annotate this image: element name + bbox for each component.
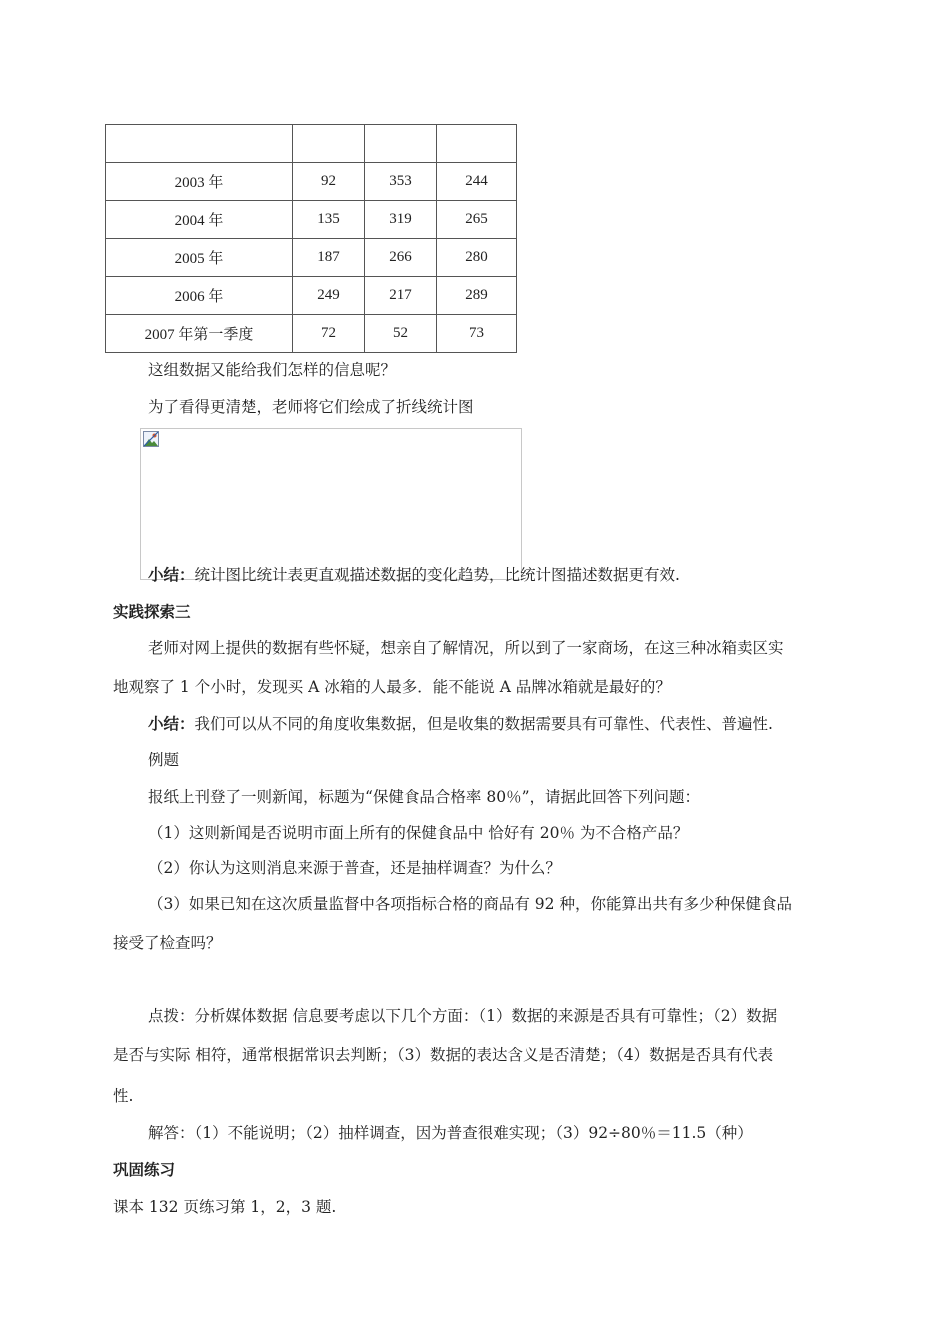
table-cell: 289 xyxy=(437,277,517,315)
example-question-2: （2）你认为这则消息来源于普查，还是抽样调查？为什么？ xyxy=(148,859,561,877)
broken-image-icon xyxy=(143,431,159,447)
table-row xyxy=(106,239,517,277)
practice-line: 课本 132 页练习第 1，2，3 题. xyxy=(113,1198,337,1216)
table-cell xyxy=(293,125,365,163)
table-cell xyxy=(365,125,437,163)
table-row xyxy=(106,201,517,239)
table-header-row xyxy=(106,125,517,163)
table-cell: 244 xyxy=(437,163,517,201)
table-row xyxy=(106,315,517,353)
chart-intro-text: 为了看得更清楚，老师将它们绘成了折线统计图 xyxy=(148,398,474,416)
summary-2-text: 我们可以从不同的角度收集数据，但是收集的数据需要具有可靠性、代表性、普遍性. xyxy=(194,715,773,733)
hint-line: 是否与实际 相符，通常根据常识去判断；（3）数据的表达含义是否清楚；（4）数据是否具有代表 xyxy=(113,1046,774,1064)
table-row xyxy=(106,163,517,201)
hint-line: 性. xyxy=(113,1087,134,1105)
example-question-1: （1）这则新闻是否说明市面上所有的保健食品中 恰好有 20％ 为不合格产品？ xyxy=(148,824,689,842)
table-cell: 217 xyxy=(365,277,437,315)
question-text: 这组数据又能给我们怎样的信息呢？ xyxy=(148,361,397,379)
table-cell: 52 xyxy=(365,315,437,353)
table-cell: 135 xyxy=(293,201,365,239)
summary-1 xyxy=(148,563,680,585)
table-cell: 2004 年 xyxy=(106,201,293,239)
summary-2-label: 小结： xyxy=(148,714,195,733)
table-cell: 2007 年第一季度 xyxy=(106,315,293,353)
table-cell: 92 xyxy=(293,163,365,201)
hint-line: 点拨：分析媒体数据 信息要考虑以下几个方面：（1）数据的来源是否具有可靠性；（2）数据 xyxy=(148,1007,778,1025)
line-chart-image-placeholder xyxy=(140,428,522,580)
table-cell: 2005 年 xyxy=(106,239,293,277)
table-cell: 72 xyxy=(293,315,365,353)
answer-line: 解答：（1）不能说明；（2）抽样调查，因为普查很难实现；（3）92÷80％＝11.5（种） xyxy=(148,1124,753,1142)
table-cell xyxy=(437,125,517,163)
data-table xyxy=(105,124,517,353)
table-cell: 266 xyxy=(365,239,437,277)
summary-2 xyxy=(148,712,773,734)
summary-1-text: 统计图比统计表更直观描述数据的变化趋势，比统计图描述数据更有效. xyxy=(194,566,680,584)
section-heading-3: 实践探索三 xyxy=(113,602,191,621)
table-cell: 73 xyxy=(437,315,517,353)
table-cell: 265 xyxy=(437,201,517,239)
example-question-3: （3）如果已知在这次质量监督中各项指标合格的商品有 92 种，你能算出共有多少种保健食品 xyxy=(148,895,792,913)
example-heading: 例题 xyxy=(148,751,180,769)
table-cell: 319 xyxy=(365,201,437,239)
table-cell: 2006 年 xyxy=(106,277,293,315)
summary-1-label: 小结： xyxy=(148,565,195,584)
example-question-3-cont: 接受了检查吗？ xyxy=(113,934,222,952)
section-heading-practice: 巩固练习 xyxy=(113,1160,176,1179)
table-cell: 2003 年 xyxy=(106,163,293,201)
paragraph-line: 地观察了 1 个小时，发现买 A 冰箱的人最多．能不能说 A 品牌冰箱就是最好的？ xyxy=(113,678,671,696)
table-row xyxy=(106,277,517,315)
table-cell: 353 xyxy=(365,163,437,201)
example-stem: 报纸上刊登了一则新闻，标题为“保健食品合格率 80％”，请据此回答下列问题： xyxy=(148,788,701,806)
paragraph-line: 老师对网上提供的数据有些怀疑，想亲自了解情况，所以到了一家商场，在这三种冰箱卖区实 xyxy=(148,639,784,657)
table-cell: 249 xyxy=(293,277,365,315)
table-cell: 280 xyxy=(437,239,517,277)
table-cell xyxy=(106,125,293,163)
table-cell: 187 xyxy=(293,239,365,277)
